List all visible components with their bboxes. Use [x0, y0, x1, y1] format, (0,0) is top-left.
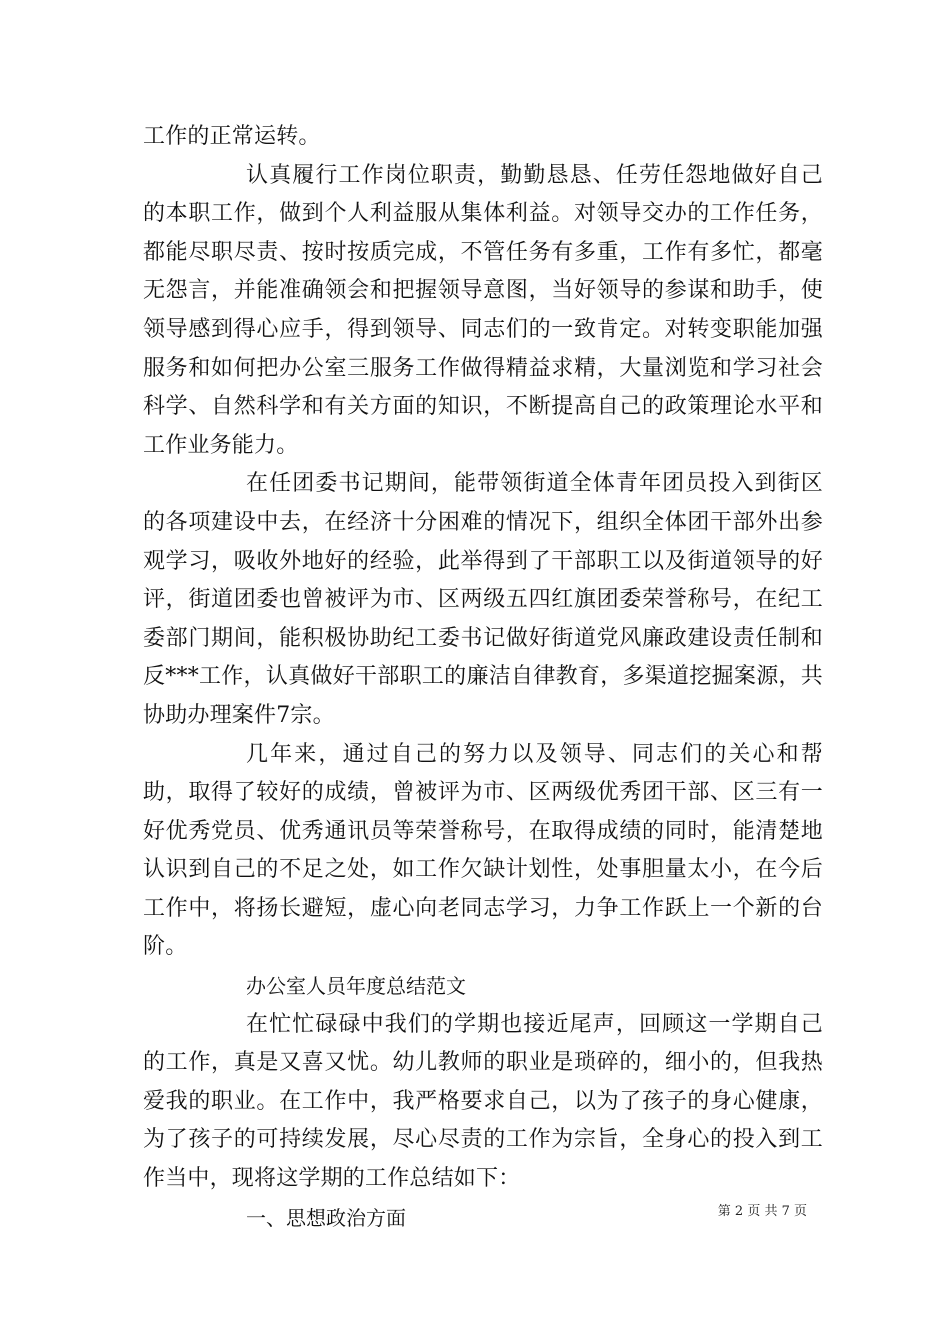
- section-heading-political: 一、思想政治方面: [246, 1205, 406, 1230]
- paragraph-youth-league: 在任团委书记期间，能带领街道全体青年团员投入到街区的各项建设中去，在经济十分困难的情况下，组织全体团干部外出参观学习，吸收外地好的经验，此举得到了干部职工以及街道领导的好评，街道团委也曾被评为市、区两级五四红旗团委荣誉称号，在纪工委部门期间，能积极协助纪工委书记做好街道党风廉政建设责任制和反***工作，认真做好干部职工的廉洁自律教育，多渠道挖掘案源，共协助办理案件7宗。: [143, 471, 823, 728]
- paragraph-achievements: 几年来，通过自己的努力以及领导、同志们的关心和帮助，取得了较好的成绩，曾被评为市、区两级优秀团干部、区三有一好优秀党员、优秀通讯员等荣誉称号，在取得成绩的同时，能清楚地认识到自己的不足之处，如工作欠缺计划性，处事胆量太小，在今后工作中，将扬长避短，虚心向老同志学习，力争工作跃上一个新的台阶。: [143, 741, 823, 960]
- paragraph-duties: 认真履行工作岗位职责，勤勤恳恳、任劳任怨地做好自己的本职工作，做到个人利益服从集体利益。对领导交办的工作任务，都能尽职尽责、按时按质完成，不管任务有多重，工作有多忙，都毫无怨言，并能准确领会和把握领导意图，当好领导的参谋和助手，使领导感到得心应手，得到领导、同志们的一致肯定。对转变职能加强服务和如何把办公室三服务工作做得精益求精，大量浏览和学习社会科学、自然科学和有关方面的知识，不断提高自己的政策理论水平和工作业务能力。: [143, 162, 823, 458]
- section-title-annual-summary: 办公室人员年度总结范文: [246, 974, 466, 999]
- paragraph-continuation: 工作的正常运转。: [143, 124, 321, 149]
- page-number-footer: 第 2 页 共 7 页: [717, 1204, 807, 1219]
- document-body: [143, 118, 823, 1237]
- paragraph-semester-intro: 在忙忙碌碌中我们的学期也接近尾声，回顾这一学期自己的工作，真是又喜又忧。幼儿教师的职业是琐碎的，细小的，但我热爱我的职业。在工作中，我严格要求自己，以为了孩子的身心健康，为了孩子的可持续发展，尽心尽责的工作为宗旨，全身心的投入到工作当中，现将这学期的工作总结如下：: [143, 1011, 823, 1192]
